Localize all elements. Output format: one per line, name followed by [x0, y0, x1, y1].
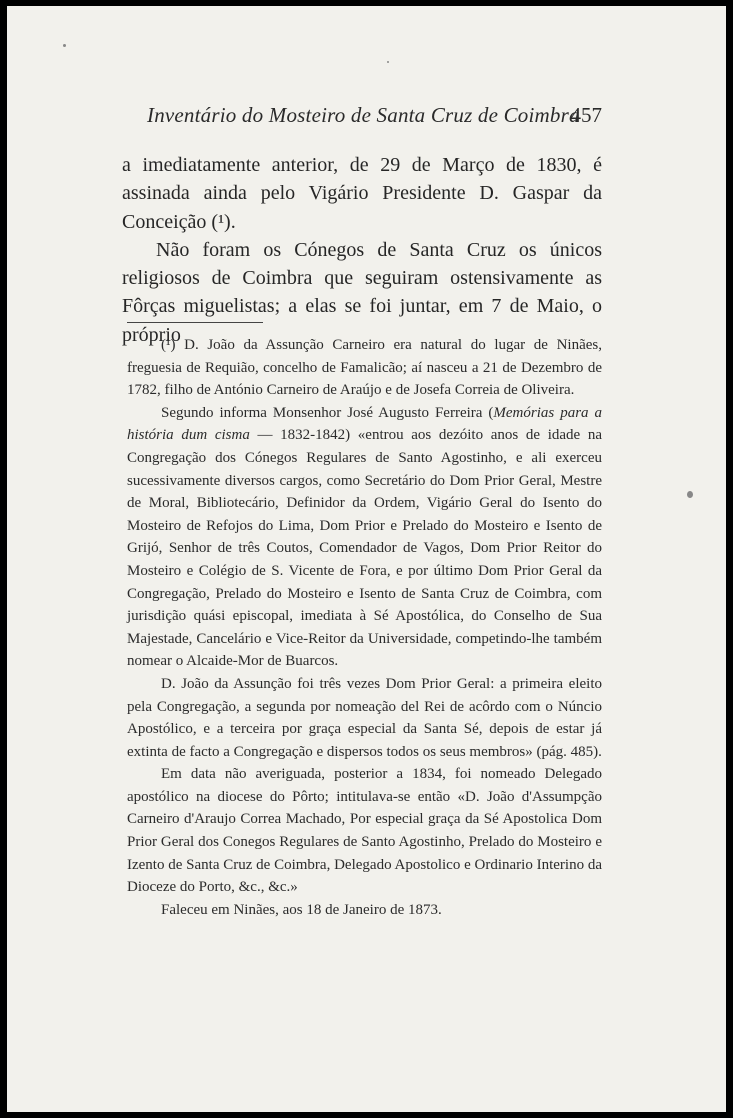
footnote-text: — 1832-1842) «entrou aos dezóito anos de idade na Congregação dos Cónegos Regulares de Santo Agostinho, e ali exerceu sucessivamente diversos cargos, como Secretário do Dom Prior Geral, Mestre de Moral, Bibliotecário, Definidor da Ordem, Vigário Geral do Isento do Mosteiro de Refojos do Lima, Dom Prior e Prelado do Mosteiro e Isento de Grijó, Senhor de três Coutos, Comendador de Vagos, Dom Prior Reitor do Mosteiro e Colégio de S. Vicente de Fora, e por último Dom Prior Geral da Congregação, Prelado do Mosteiro e Isento de Santa Cruz de Coimbra, com jurisdição quási episcopal, imediata à Sé Apostólica, do Conselho de Sua Majestade, Cancelário e Vice-Reitor da Universidade, competindo-lhe também nomear o Alcaide-Mor de Buarcos.: [127, 427, 602, 670]
book-page: [7, 6, 726, 1112]
footnote-text: Segundo informa Monsenhor José Augusto Ferreira (: [161, 404, 494, 421]
scan-speck: [687, 491, 693, 498]
footnote-paragraph: [127, 402, 602, 673]
footnotes: [127, 334, 602, 921]
scan-speck: [63, 44, 66, 47]
scan-speck: [387, 61, 389, 63]
footnote-book-title: Memórias para a história dum cisma: [127, 404, 602, 444]
footnote-paragraph: D. João da Assunção foi três vezes Dom Prior Geral: a primeira eleito pela Congregação, a segunda por nomeação del Rei de acôrdo com o Núncio Apostólico, e a terceira por graça especial da Santa Sé, depois de estar já extinta de facto a Congregação e dispersos todos os seus membros» (pág. 485).: [127, 675, 602, 760]
page-number: 457: [570, 103, 602, 127]
main-text: [122, 151, 602, 349]
paragraph-continuation: a imediatamente anterior, de 29 de Março de 1830, é assinada ainda pelo Vigário Presidente D. Gaspar da Conceição (¹).: [122, 154, 602, 233]
paragraph: Não foram os Cónegos de Santa Cruz os únicos religiosos de Coimbra que seguiram ostensivamente as Fôrças miguelistas; a elas se foi juntar, em 7 de Maio, o próprio: [122, 238, 602, 346]
footnote-separator: [127, 322, 263, 323]
footnote-1: (¹) D. João da Assunção Carneiro era natural do lugar de Ninães, freguesia de Requião, concelho de Famalicão; aí nasceu a 21 de Dezembro de 1782, filho de António Carneiro de Araújo e de Josefa Correia de Oliveira.: [127, 337, 602, 399]
running-title: Inventário do Mosteiro de Santa Cruz de Coimbra: [147, 103, 580, 127]
footnote-paragraph: Faleceu em Ninães, aos 18 de Janeiro de 1873.: [161, 901, 442, 918]
footnote-paragraph: Em data não averiguada, posterior a 1834, foi nomeado Delegado apostólico na diocese do Pôrto; intitulava-se então «D. João d'Assumpção Carneiro d'Araujo Correa Machado, Por especial graça da Sé Apostolica Dom Prior Geral dos Conegos Regulares de Santo Agostinho, Prelado do Mosteiro e Izento de Santa Cruz de Coimbra, Delegado Apostolico e Ordinario Interino da Dioceze do Porto, &c., &c.»: [127, 766, 602, 896]
running-header: [147, 103, 602, 128]
